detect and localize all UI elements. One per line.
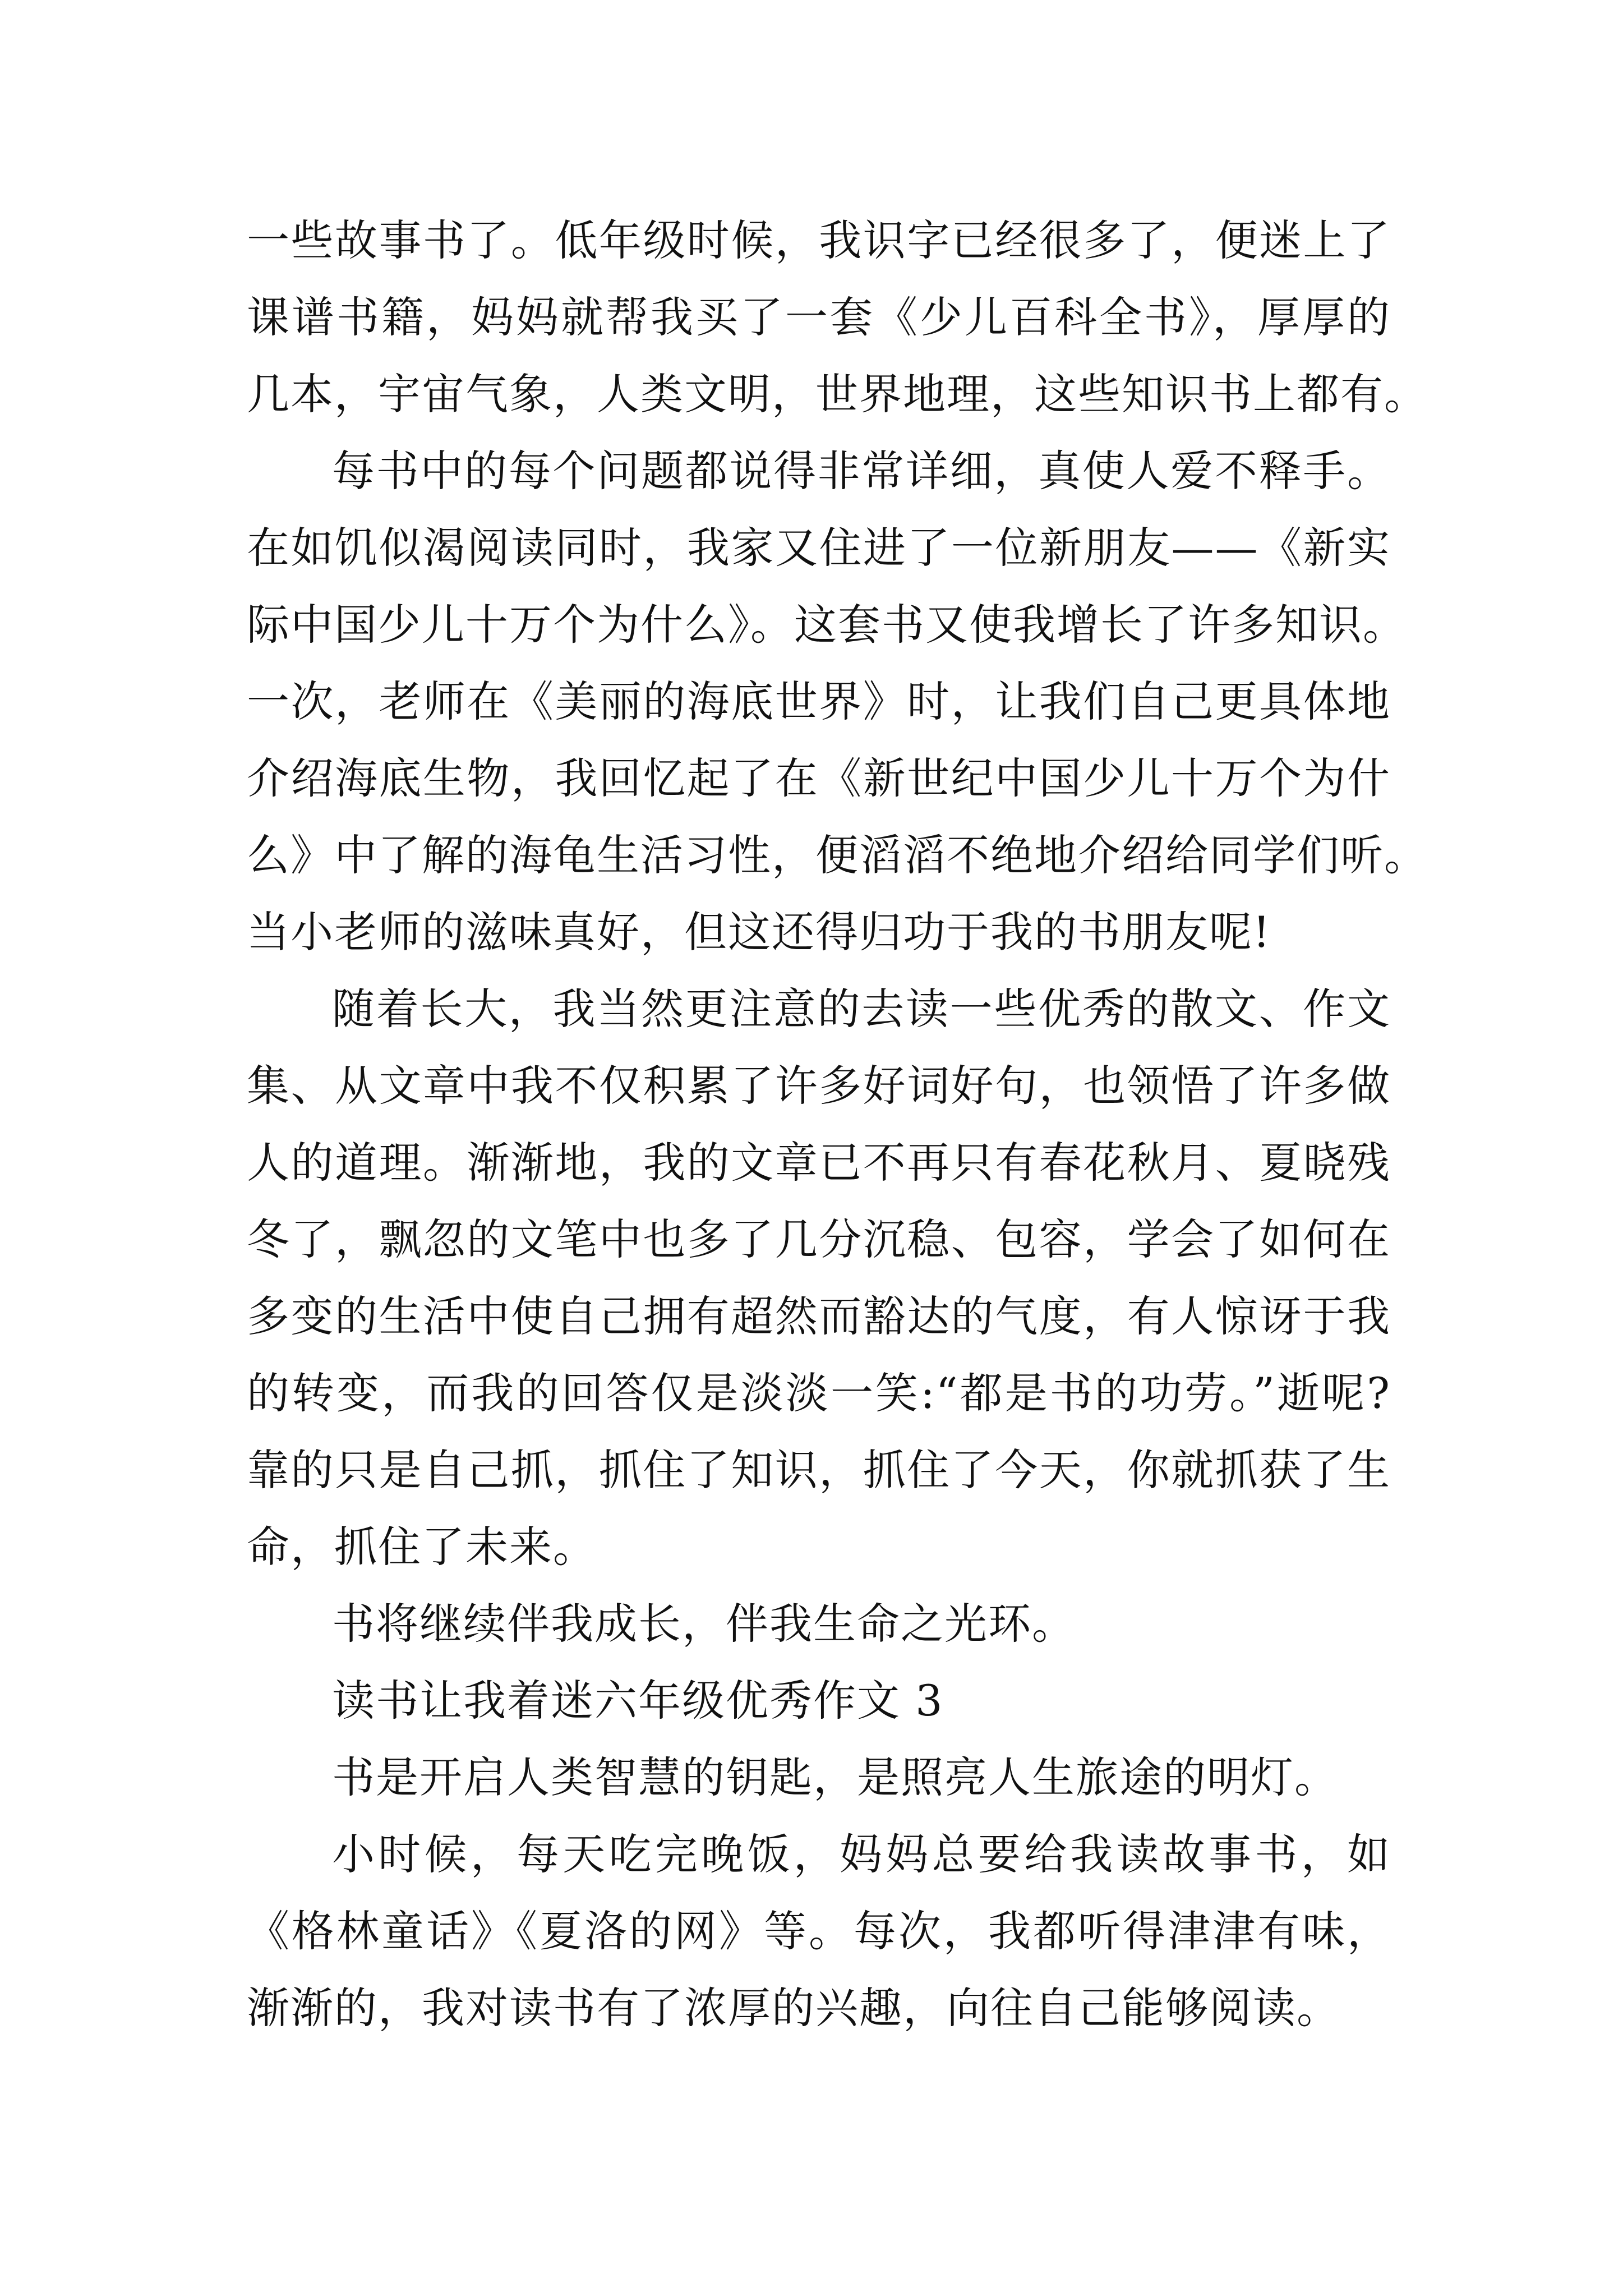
text-line: 冬了，飘忽的文笔中也多了几分沉稳、包容，学会了如何在 (247, 1214, 1391, 1264)
text-line: 小时候，每天吃完晚饭，妈妈总要给我读故事书，如 (332, 1829, 1391, 1879)
text-line: 读书让我着迷六年级优秀作文 3 (332, 1676, 944, 1726)
text-line: 的转变，而我的回答仅是淡淡一笑:“都是书的功劳。”逝呢? (247, 1368, 1391, 1418)
text-line: 书将继续伴我成长，伴我生命之光环。 (332, 1599, 1076, 1649)
text-line: 书是开启人类智慧的钥匙，是照亮人生旅途的明灯。 (332, 1752, 1338, 1802)
text-line: 人的道理。渐渐地，我的文章已不再只有春花秋月、夏晓残 (247, 1138, 1391, 1188)
text-line: 几本，宇宙气象，人类文明，世界地理，这些知识书上都有。 (247, 369, 1428, 419)
text-line: 渐渐的，我对读书有了浓厚的兴趣，向往自己能够阅读。 (247, 1983, 1340, 2033)
text-line: 每书中的每个问题都说得非常详细，真使人爱不释手。 (332, 446, 1391, 496)
document-body (247, 202, 1428, 2046)
text-line: 靠的只是自己抓，抓住了知识，抓住了今天，你就抓获了生 (247, 1445, 1391, 1495)
text-line: 《格林童话》《夏洛的网》等。每次，我都听得津津有味， (247, 1906, 1391, 1956)
text-line: 多变的生活中使自己拥有超然而豁达的气度，有人惊讶于我 (247, 1291, 1391, 1341)
text-line: 课谱书籍，妈妈就帮我买了一套《少儿百科全书》，厚厚的 (247, 292, 1391, 342)
text-line: 命，抓住了未来。 (247, 1522, 597, 1572)
text-line: 么》中了解的海龟生活习性，便滔滔不绝地介绍给同学们听。 (247, 830, 1428, 880)
text-line: 集、从文章中我不仅积累了许多好词好句，也领悟了许多做 (247, 1061, 1391, 1111)
text-line: 当小老师的滋味真好，但这还得归功于我的书朋友呢! (247, 907, 1271, 957)
text-line: 随着长大，我当然更注意的去读一些优秀的散文、作文 (332, 984, 1391, 1034)
text-line: 介绍海底生物，我回忆起了在《新世纪中国少儿十万个为什 (247, 753, 1391, 803)
text-line: 一些故事书了。低年级时候，我识字已经很多了，便迷上了 (247, 215, 1391, 265)
text-line: 一次，老师在《美丽的海底世界》时，让我们自己更具体地 (247, 677, 1391, 726)
text-line: 际中国少儿十万个为什么》。这套书又使我增长了许多知识。 (247, 600, 1407, 650)
text-line: 在如饥似渴阅读同时，我家又住进了一位新朋友——《新实 (247, 523, 1391, 573)
